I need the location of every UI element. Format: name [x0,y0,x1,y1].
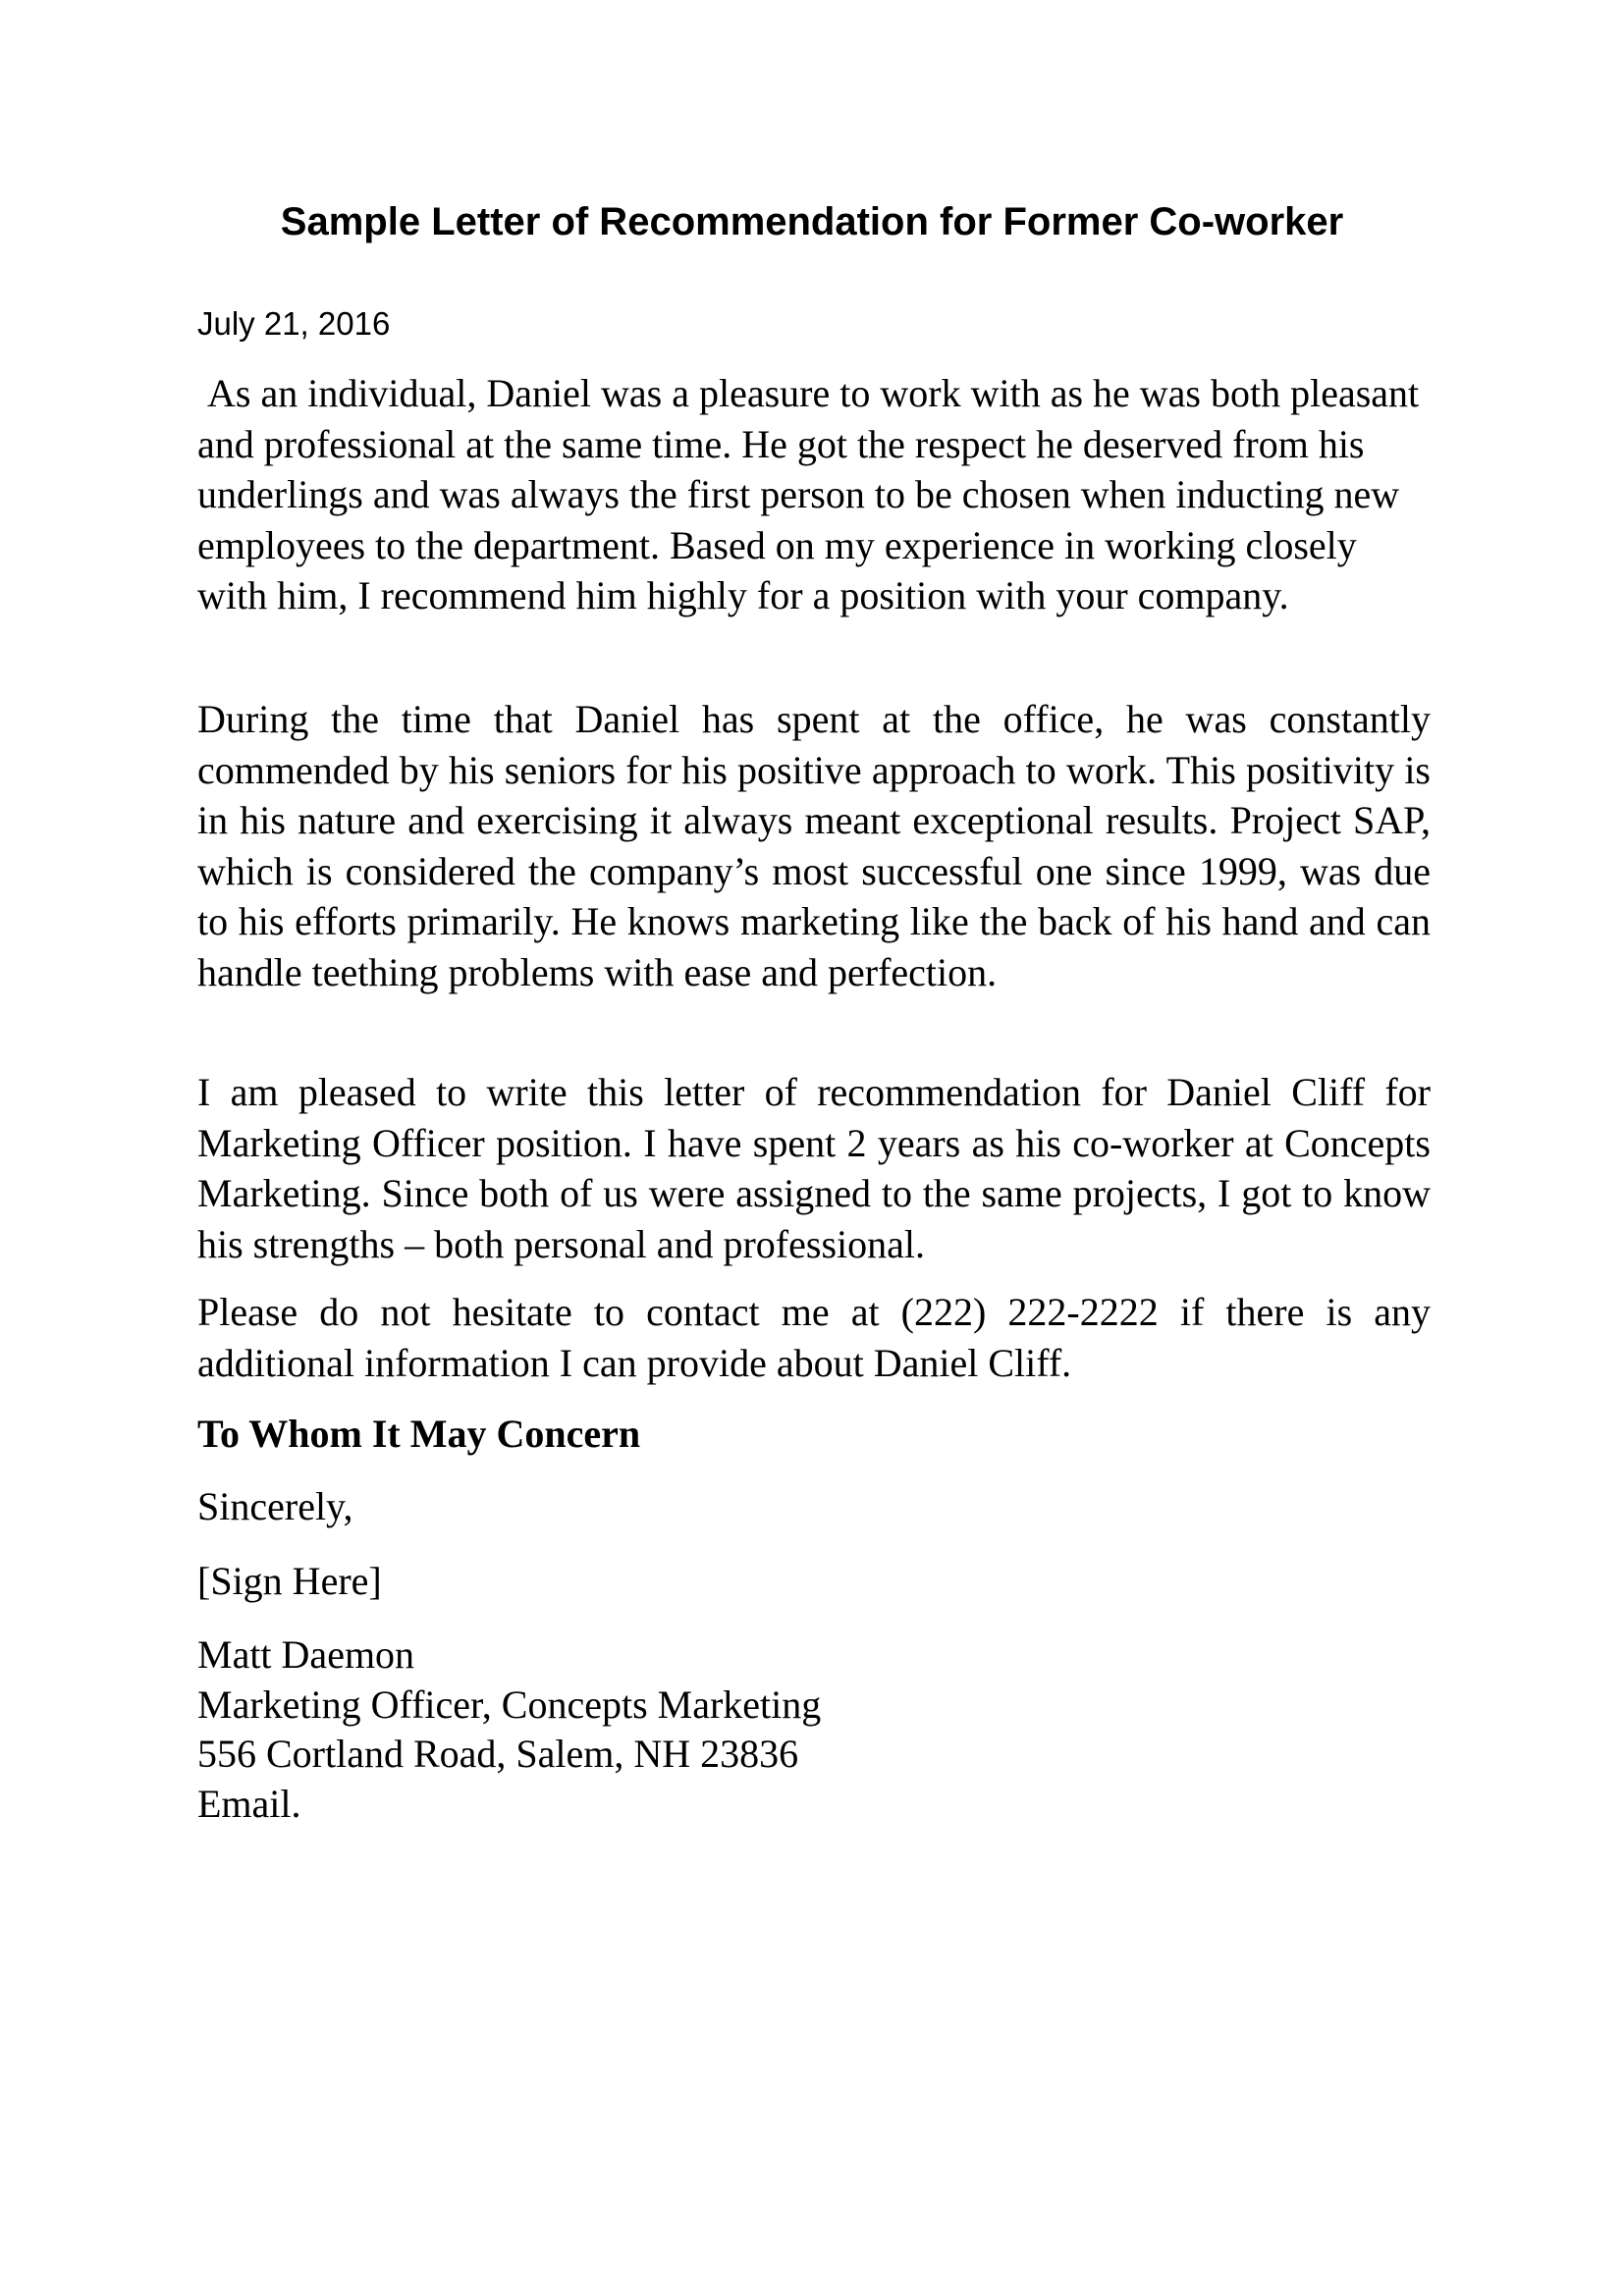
salutation: To Whom It May Concern [197,1412,641,1456]
signature-placeholder: [Sign Here] [197,1559,382,1603]
paragraph-4: Please do not hesitate to contact me at (222) 222-2222 if there is any additional information I can provide about Daniel Cliff. [197,1290,1431,1385]
letter-title: Sample Letter of Recommendation for Former Co-worker [280,200,1344,243]
paragraph-3: I am pleased to write this letter of recommendation for Daniel Cliff for Marketing Officer position. I have spent 2 years as his co-worker at Concepts Marketing. Since both of us were assigned to the same projects, I got to know his strengths – both personal and professional. [197,1070,1431,1266]
signer-email: Email. [197,1781,301,1826]
letter-date: July 21, 2016 [197,305,391,342]
signer-address: 556 Cortland Road, Salem, NH 23836 [197,1732,799,1776]
closing: Sincerely, [197,1484,353,1528]
paragraph-2: During the time that Daniel has spent at the office, he was constantly commended by his seniors for his positive approach to work. This positivity is in his nature and exercising it always meant exceptional results. Project SAP, which is considered the company’s most successful one since 1999, was due to his efforts primarily. He knows marketing like the back of his hand and can handle teething problems with ease and perfection. [197,697,1431,994]
signer-name: Matt Daemon [197,1632,415,1677]
signature-block [197,1630,821,1829]
signer-position: Marketing Officer, Concepts Marketing [197,1682,822,1727]
paragraph-1: As an individual, Daniel was a pleasure to work with as he was both pleasant and professional at the same time. He got the respect he deserved from his underlings and was always the first person to be chosen when inducting new employees to the department. Based on my experience in working closely with him, I recommend him highly for a position with your company. [197,371,1430,617]
